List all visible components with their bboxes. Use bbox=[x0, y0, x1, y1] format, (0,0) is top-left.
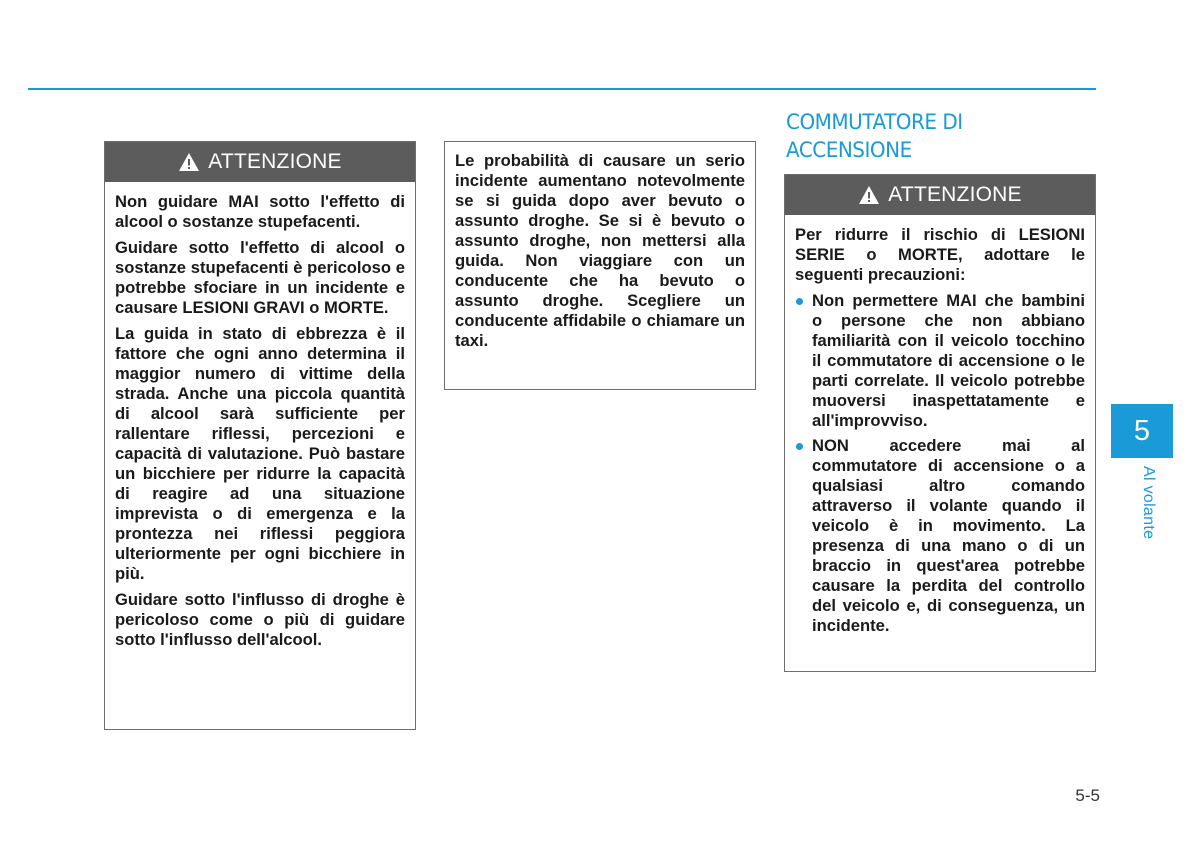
warning-box-ignition bbox=[784, 174, 1096, 672]
list-item: Non permettere MAI che bambini o persone che non abbiano familiarità con il veicolo tocchino il commutatore di accensione o le parti correlate. Il veicolo potrebbe muoversi inaspettatamente e all'improvviso. bbox=[795, 291, 1085, 431]
warning-body bbox=[445, 142, 755, 363]
warning-paragraph: Guidare sotto l'influsso di droghe è pericoloso come o più di guidare sotto l'influsso dell'alcool. bbox=[115, 590, 405, 649]
warning-header bbox=[105, 142, 415, 182]
precaution-list bbox=[795, 291, 1085, 636]
warning-box-continuation bbox=[444, 141, 756, 390]
warning-title: ATTENZIONE bbox=[888, 183, 1022, 206]
warning-header bbox=[785, 175, 1095, 215]
warning-paragraph: Guidare sotto l'effetto di alcool o sostanze stupefacenti è pericoloso e potrebbe sfociare in un incidente e causare LESIONI GRAVI o MORTE. bbox=[115, 238, 405, 317]
warning-triangle-icon bbox=[178, 152, 200, 172]
warning-paragraph: Non guidare MAI sotto l'effetto di alcool o sostanze stupefacenti. bbox=[115, 192, 405, 231]
warning-box-alcohol bbox=[104, 141, 416, 730]
section-title: COMMUTATORE DI ACCENSIONE bbox=[786, 110, 963, 162]
warning-intro: Per ridurre il rischio di LESIONI SERIE o MORTE, adottare le seguenti precauzioni: bbox=[795, 225, 1085, 284]
warning-triangle-icon bbox=[858, 185, 880, 205]
warning-body bbox=[785, 215, 1095, 653]
chapter-label: Al volante bbox=[1140, 466, 1157, 540]
warning-title: ATTENZIONE bbox=[208, 150, 342, 173]
list-item: NON accedere mai al commutatore di accensione o a qualsiasi altro comando attraverso il volante quando il veicolo è in movimento. La presenza di una mano o di un braccio in quest'area potrebbe causare la perdita del controllo del veicolo e, di conseguenza, un incidente. bbox=[795, 436, 1085, 636]
warning-body bbox=[105, 182, 415, 662]
page-number: 5-5 bbox=[1075, 786, 1100, 805]
header-rule bbox=[28, 88, 1096, 90]
warning-paragraph: Le probabilità di causare un serio incidente aumentano notevolmente se si guida dopo aver bevuto o assunto droghe. Se si è bevuto o assunto droghe, non mettersi alla guida. Non viaggiare con un conducente che ha bevuto o assunto droghe. Scegliere un conducente affidabile o chiamare un taxi. bbox=[455, 151, 745, 350]
chapter-tab: 5 bbox=[1111, 404, 1173, 458]
warning-paragraph: La guida in stato di ebbrezza è il fattore che ogni anno determina il maggior numero di vittime della strada. Anche una piccola quantità di alcool sarà sufficiente per rallentare riflessi, percezioni e capacità di valutazione. Può bastare un bicchiere per ridurre la capacità di reagire ad una situazione imprevista o di emergenza e la prontezza nei riflessi peggiora ulteriormente per ogni bicchiere in più. bbox=[115, 324, 405, 583]
